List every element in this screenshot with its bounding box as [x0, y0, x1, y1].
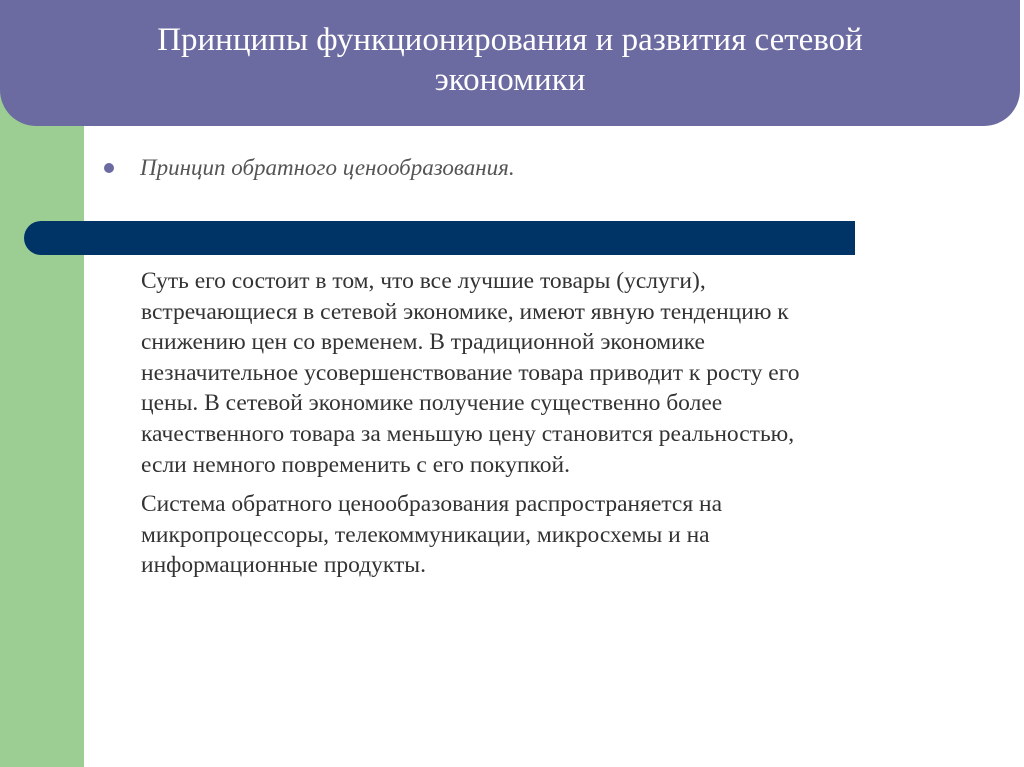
body-text: [141, 266, 961, 590]
slide-title: [60, 20, 960, 100]
paragraph-2-line: информационные продукты.: [141, 552, 426, 579]
bullet-item: [104, 155, 515, 181]
paragraph-1: [141, 266, 961, 480]
paragraph-1-line: Суть его состоит в том, что все лучшие товары (услуги),: [141, 268, 706, 294]
paragraph-1-line: если немного повременить с его покупкой.: [141, 451, 571, 478]
paragraph-2-line: микропроцессоры, телекоммуникации, микросхемы и на: [141, 521, 710, 548]
slide-title-line-2: экономики: [434, 62, 586, 98]
paragraph-1-line: снижению цен со временем. В традиционной экономике: [141, 329, 705, 356]
bullet-text: Принцип обратного ценообразования.: [140, 155, 515, 180]
title-bar: [0, 0, 1020, 126]
paragraph-1-line: качественного товара за меньшую цену становится реальностью,: [141, 420, 795, 447]
paragraph-2: [141, 489, 961, 581]
divider-bar: [24, 221, 855, 255]
paragraph-2-line: Система обратного ценообразования распространяется на: [141, 491, 723, 518]
paragraph-1-line: цены. В сетевой экономике получение существенно более: [141, 390, 723, 417]
paragraph-1-line: встречающиеся в сетевой экономике, имеют явную тенденцию к: [141, 298, 789, 325]
bullet-dot-icon: [104, 163, 114, 173]
slide-title-line-1: Принципы функционирования и развития сетевой: [157, 22, 863, 58]
paragraph-1-line: незначительное усовершенствование товара приводит к росту его: [141, 359, 800, 386]
